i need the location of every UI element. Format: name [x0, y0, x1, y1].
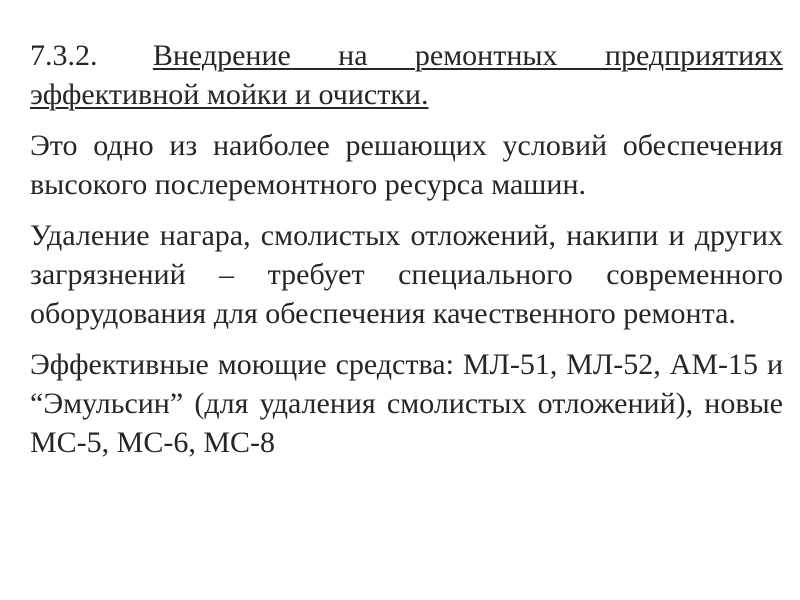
- section-heading: [30, 36, 783, 114]
- paragraph-equipment: Удаление нагара, смолистых отложений, накипи и других загрязнений – требует специального современного оборудования для обеспечения качественного ремонта.: [30, 219, 783, 330]
- section-number: 7.3.2.: [30, 39, 98, 72]
- slide-content: [30, 36, 783, 474]
- paragraph-importance: Это одно из наиболее решающих условий обеспечения высокого послеремонтного ресурса машин.: [30, 129, 783, 201]
- paragraph-detergents: Эффективные моющие средства: МЛ-51, МЛ-52, АМ-15 и “Эмульсин” (для удаления смолистых отложений), новые МС-5, МС-6, МС-8: [30, 348, 783, 459]
- section-title: Внедрение на ремонтных предприятиях эффективной мойки и очистки.: [30, 39, 783, 111]
